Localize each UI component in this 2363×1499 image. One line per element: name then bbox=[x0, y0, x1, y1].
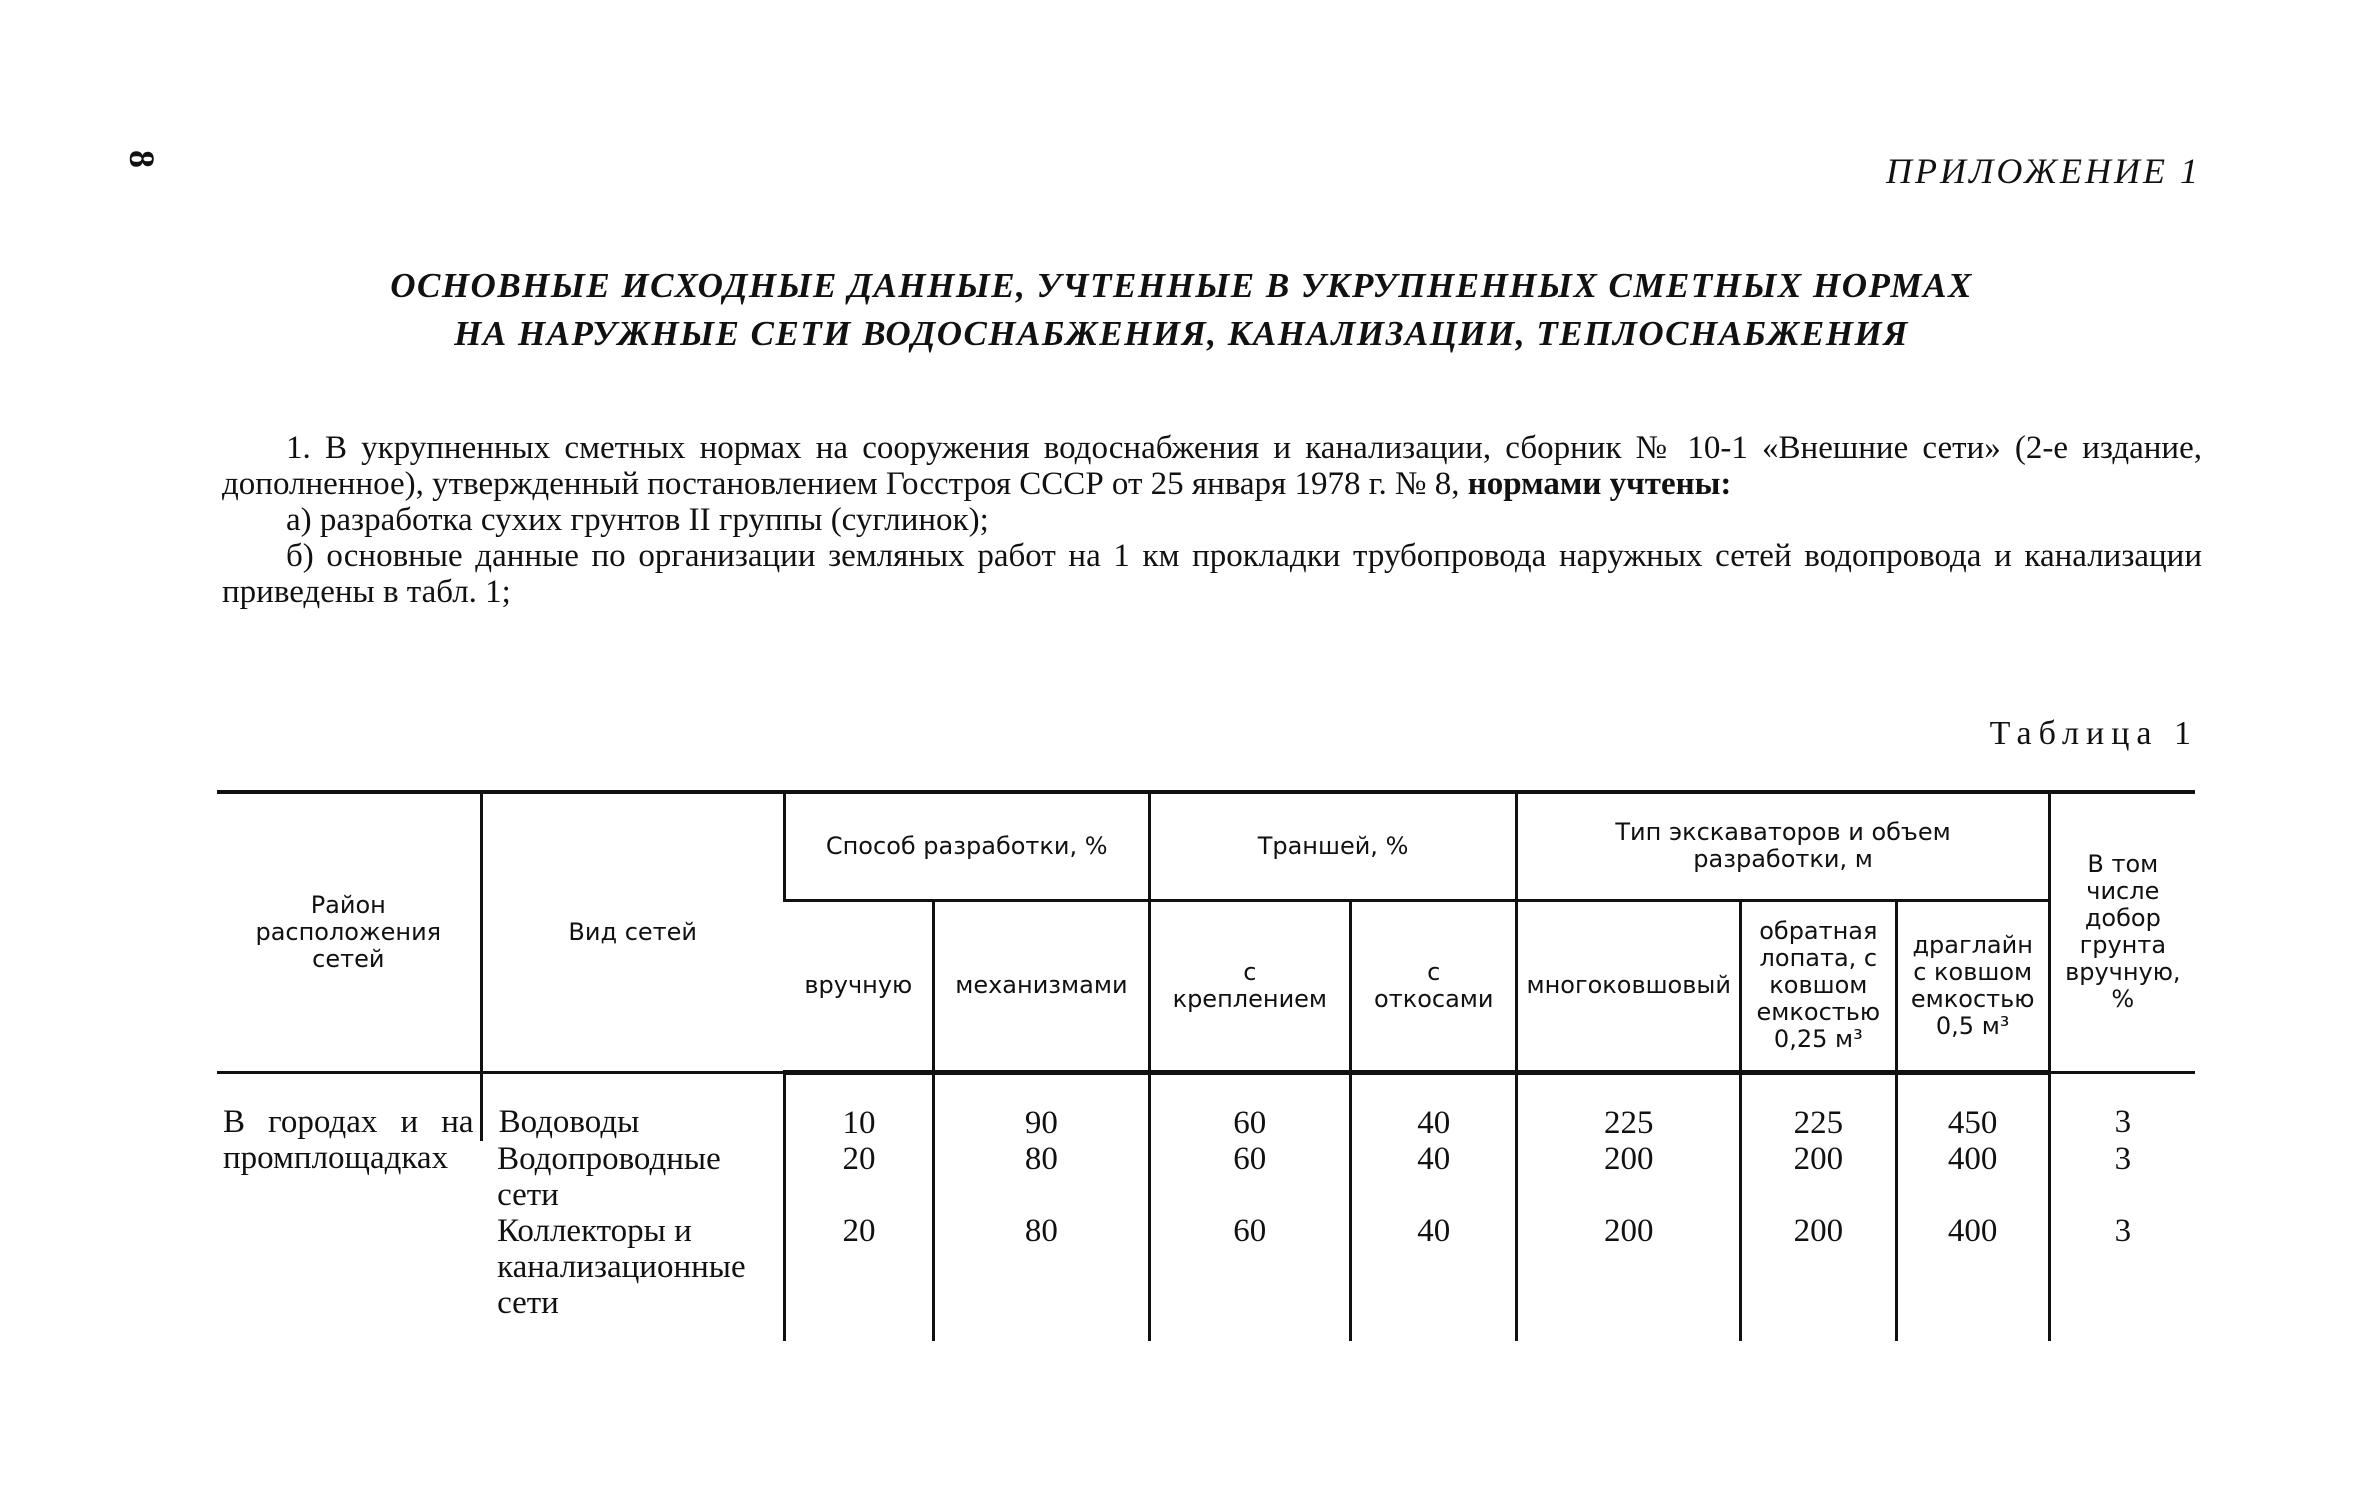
item-b: б) основные данные по организации земляных работ на 1 км прокладки трубопровода наружных сетей водопровода и канализации приведены в табл. 1; bbox=[222, 538, 2202, 610]
paragraph-1-bold: нормами учтены: bbox=[1467, 466, 1732, 502]
value-exc-multi: 200 bbox=[1517, 1141, 1740, 1213]
value-exc-backhoe: 200 bbox=[1740, 1141, 1896, 1213]
value-mech: 80 bbox=[934, 1141, 1149, 1213]
body-text bbox=[222, 430, 2202, 610]
header-trench: Траншей, % bbox=[1149, 792, 1517, 900]
appendix-label: ПРИЛОЖЕНИЕ 1 bbox=[1886, 151, 2201, 191]
value-trench-fixed: 60 bbox=[1149, 1141, 1350, 1213]
norms-table bbox=[217, 790, 2195, 1341]
header-manual-extra: В том числе добор грунта вручную, % bbox=[2049, 792, 2195, 1072]
header-region: Район расположения сетей bbox=[217, 792, 481, 1072]
value-exc-dragline: 400 bbox=[1896, 1141, 2049, 1213]
item-a: а) разработка сухих грунтов II группы (суглинок); bbox=[286, 502, 989, 538]
value-exc-dragline: 450 bbox=[1896, 1072, 2049, 1141]
header-method: Способ разработки, % bbox=[784, 792, 1149, 900]
value-exc-multi: 225 bbox=[1517, 1072, 1740, 1141]
header-network-type: Вид сетей bbox=[481, 792, 784, 1072]
header-trench-slopes: с откосами bbox=[1351, 900, 1517, 1072]
page-number: 8 bbox=[122, 150, 162, 168]
value-trench-slopes: 40 bbox=[1351, 1213, 1517, 1341]
value-exc-dragline: 400 bbox=[1896, 1213, 2049, 1341]
value-manual: 20 bbox=[784, 1141, 933, 1213]
network-name: Водопроводные сети bbox=[497, 1140, 721, 1213]
document-title bbox=[160, 262, 2203, 358]
region-cell bbox=[217, 1072, 481, 1341]
title-line-2: НА НАРУЖНЫЕ СЕТИ ВОДОСНАБЖЕНИЯ, КАНАЛИЗАЦИИ, ТЕПЛОСНАБЖЕНИЯ bbox=[454, 314, 1909, 353]
header-trench-fixed: с креплением bbox=[1149, 900, 1350, 1072]
header-excavator: Тип экскаваторов и объем разработки, м bbox=[1517, 792, 2049, 900]
value-manual-extra: 3 bbox=[2049, 1213, 2195, 1341]
value-manual-extra: 3 bbox=[2049, 1141, 2195, 1213]
header-exc-multi: многоковшовый bbox=[1517, 900, 1740, 1072]
value-mech: 90 bbox=[934, 1072, 1149, 1141]
value-exc-backhoe: 200 bbox=[1740, 1213, 1896, 1341]
table-row bbox=[217, 1072, 2195, 1141]
table-row bbox=[217, 1213, 2195, 1341]
value-manual: 10 bbox=[784, 1072, 933, 1141]
value-trench-slopes: 40 bbox=[1351, 1141, 1517, 1213]
header-method-mech: механизмами bbox=[934, 900, 1149, 1072]
network-name: Водоводы bbox=[481, 1072, 784, 1141]
value-trench-fixed: 60 bbox=[1149, 1213, 1350, 1341]
header-method-manual: вручную bbox=[784, 900, 933, 1072]
value-manual: 20 bbox=[784, 1213, 933, 1341]
region-line-1: В городах и на bbox=[223, 1103, 474, 1140]
value-exc-backhoe: 225 bbox=[1740, 1072, 1896, 1141]
value-manual-extra: 3 bbox=[2049, 1072, 2195, 1141]
value-mech: 80 bbox=[934, 1213, 1149, 1341]
paragraph-1-text: 1. В укрупненных сметных нормах на сооружения водоснабжения и канализации, сборник № 10-1 «Внешние сети» (2-е издание, дополненное), утвержденный постановлением Госстроя СССР от 25 января 1978 г. № 8, bbox=[222, 430, 2202, 502]
value-exc-multi: 200 bbox=[1517, 1213, 1740, 1341]
value-trench-fixed: 60 bbox=[1149, 1072, 1350, 1141]
network-name: Коллекторы и канализационные сети bbox=[497, 1212, 746, 1321]
table-row bbox=[217, 1141, 2195, 1213]
title-line-1: ОСНОВНЫЕ ИСХОДНЫЕ ДАННЫЕ, УЧТЕННЫЕ В УКРУПНЕННЫХ СМЕТНЫХ НОРМАХ bbox=[390, 266, 1973, 305]
header-exc-dragline: драглайн с ковшом емкостью 0,5 м³ bbox=[1896, 900, 2049, 1072]
region-line-2: промплощадках bbox=[223, 1139, 449, 1176]
table-caption: Таблица 1 bbox=[1989, 715, 2198, 752]
paragraph-1 bbox=[222, 430, 2202, 502]
value-trench-slopes: 40 bbox=[1351, 1072, 1517, 1141]
header-exc-backhoe: обратная лопата, с ковшом емкостью 0,25 м³ bbox=[1740, 900, 1896, 1072]
